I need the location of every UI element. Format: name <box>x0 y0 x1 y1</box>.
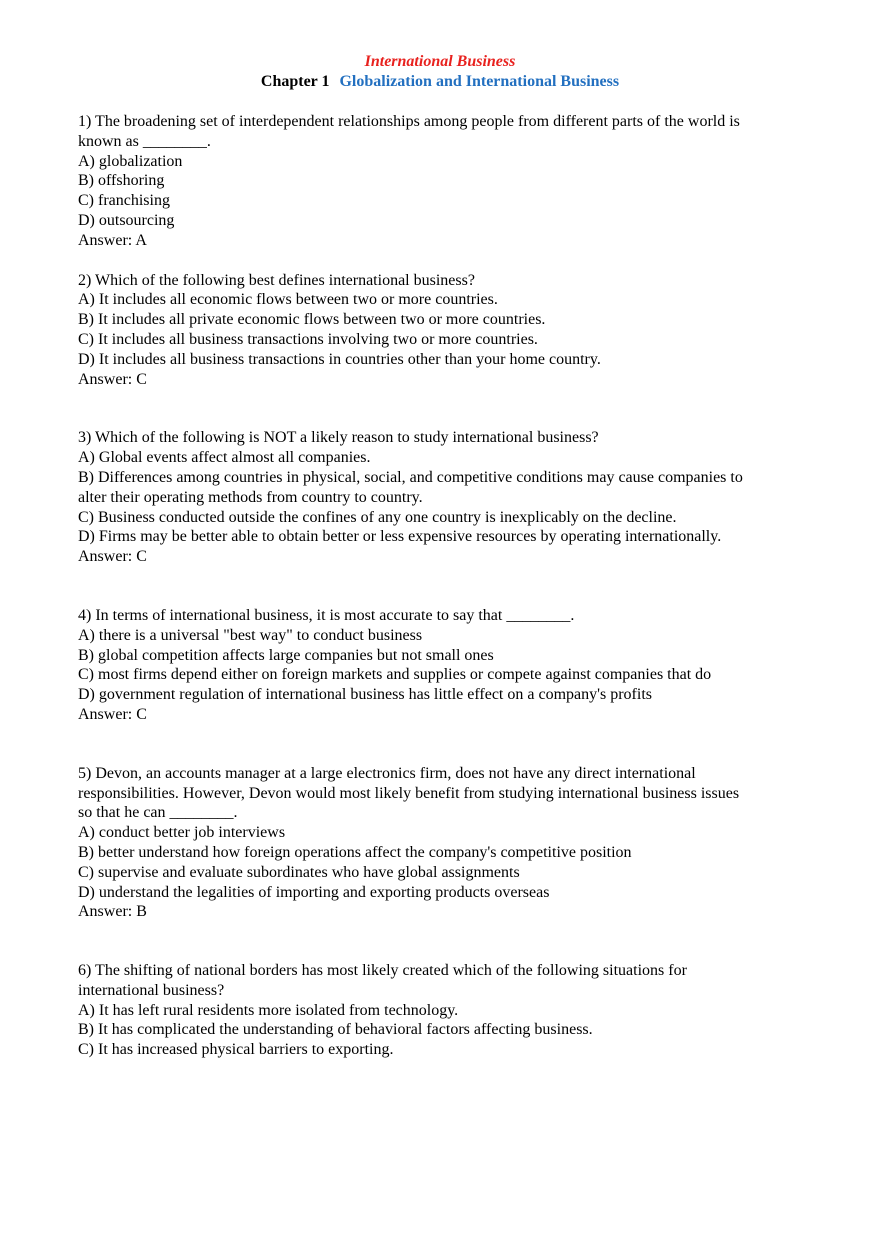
chapter-heading <box>0 72 880 92</box>
question-stem: international business? <box>78 981 225 999</box>
answer-key: Answer: C <box>78 705 147 723</box>
question-stem: so that he can ________. <box>78 804 238 822</box>
answer-option: A) there is a universal "best way" to conduct business <box>78 626 423 644</box>
question-stem: 2) Which of the following best defines international business? <box>78 271 475 289</box>
question-stem: known as ________. <box>78 132 211 150</box>
answer-option: alter their operating methods from country to country. <box>78 488 423 506</box>
question-2 <box>78 271 808 390</box>
answer-option: C) supervise and evaluate subordinates who have global assignments <box>78 863 520 881</box>
chapter-title: Globalization and International Business <box>339 73 620 90</box>
answer-option: D) understand the legalities of importing and exporting products overseas <box>78 883 550 901</box>
book-title: International Business <box>364 53 516 70</box>
question-stem: 1) The broadening set of interdependent relationships among people from different parts of the world is <box>78 113 740 130</box>
answer-option: C) most firms depend either on foreign markets and supplies or compete against companies that do <box>78 666 712 684</box>
question-1 <box>78 112 808 251</box>
answer-option: B) better understand how foreign operations affect the company's competitive position <box>78 843 632 861</box>
answer-option: B) global competition affects large companies but not small ones <box>78 646 494 664</box>
question-stem: 6) The shifting of national borders has most likely created which of the following situations for <box>78 962 687 980</box>
chapter-label: Chapter 1 <box>260 73 330 90</box>
answer-option: A) It includes all economic flows between two or more countries. <box>78 291 498 309</box>
answer-option: C) franchising <box>78 192 170 210</box>
question-4 <box>78 606 808 725</box>
answer-option: A) conduct better job interviews <box>78 824 286 842</box>
answer-option: B) Differences among countries in physical, social, and competitive conditions may cause companies to <box>78 468 743 486</box>
answer-option: D) outsourcing <box>78 211 175 229</box>
answer-key: Answer: B <box>78 903 147 921</box>
question-stem: 3) Which of the following is NOT a likely reason to study international business? <box>78 429 599 447</box>
answer-option: A) Global events affect almost all companies. <box>78 449 371 467</box>
answer-key: Answer: A <box>78 231 147 249</box>
document-header <box>0 52 880 92</box>
answer-option: B) It has complicated the understanding of behavioral factors affecting business. <box>78 1021 593 1039</box>
answer-option: D) government regulation of international business has little effect on a company's profits <box>78 686 652 704</box>
answer-option: B) offshoring <box>78 172 165 190</box>
answer-option: A) It has left rural residents more isolated from technology. <box>78 1001 459 1019</box>
question-stem: 5) Devon, an accounts manager at a large electronics firm, does not have any direct international <box>78 764 696 782</box>
question-5 <box>78 764 808 922</box>
question-stem: responsibilities. However, Devon would most likely benefit from studying international business issues <box>78 784 740 802</box>
question-6 <box>78 961 808 1060</box>
answer-key: Answer: C <box>78 548 147 566</box>
answer-option: C) It has increased physical barriers to exporting. <box>78 1041 394 1059</box>
answer-option: C) It includes all business transactions involving two or more countries. <box>78 330 538 348</box>
answer-key: Answer: C <box>78 370 147 388</box>
question-3 <box>78 428 808 567</box>
question-list <box>78 112 808 1060</box>
question-stem: 4) In terms of international business, it is most accurate to say that ________. <box>78 606 575 624</box>
answer-option: A) globalization <box>78 152 183 170</box>
answer-option: D) Firms may be better able to obtain better or less expensive resources by operating internationally. <box>78 528 722 546</box>
answer-option: B) It includes all private economic flows between two or more countries. <box>78 311 546 329</box>
answer-option: D) It includes all business transactions in countries other than your home country. <box>78 350 601 368</box>
answer-option: C) Business conducted outside the confines of any one country is inexplicably on the decline. <box>78 508 677 526</box>
